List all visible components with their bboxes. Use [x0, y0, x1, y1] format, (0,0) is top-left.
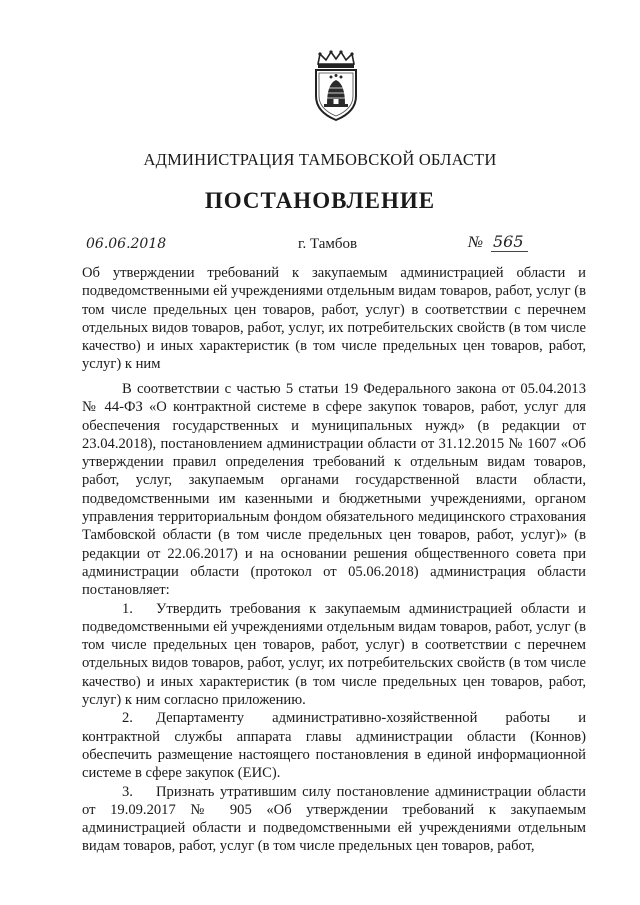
list-item-number: 1.: [122, 600, 133, 617]
list-item: [82, 709, 586, 782]
list-item-text: Признать утратившим силу постановление администрации области от 19.09.2017 № 905 «Об утверждении требований к закупаемым администрацией области и подведомственными ей учреждениями отдельным видам товаров, работ, услуг (в том числе предельных цен товаров, работ,: [82, 783, 586, 855]
list-item-number: 3.: [122, 783, 133, 800]
document-type-title: ПОСТАНОВЛЕНИЕ: [204, 188, 436, 213]
list-item: [82, 783, 586, 856]
coat-of-arms-emblem: [310, 50, 362, 122]
document-subject: Об утверждении требований к закупаемым администрацией области и подведомственными ей учреждениями отдельным видам товаров, работ, услуг (в том числе предельных цен товаров, работ, услуг) в соответствии с перечнем отдельных видов товаров, работ, услуг, их потребительских свойств (в том числе качество) и иных характеристик (в том числе предельных цен товаров, работ, услуг) к ним: [82, 265, 586, 373]
list-item-number: 2.: [122, 710, 133, 727]
document-date: 06.06.2018: [86, 236, 167, 252]
document-number-label: №: [468, 234, 484, 251]
document-meta-row: [0, 232, 640, 260]
list-item: [82, 600, 586, 710]
document-body: [82, 380, 586, 856]
organization-title: АДМИНИСТРАЦИЯ ТАМБОВСКОЙ ОБЛАСТИ: [143, 150, 497, 169]
coat-of-arms-icon: [310, 50, 362, 122]
list-item-text: Департаменту административно-хозяйственной работы и контрактной службы аппарата главы администрации области (Коннов) обеспечить размещение настоящего постановления в единой информационной системе в сфере закупок (ЕИС).: [82, 710, 586, 782]
list-item-text: Утвердить требования к закупаемым администрацией области и подведомственными ей учреждениями отдельным видам товаров, работ, услуг (в том числе предельных цен товаров, работ, услуг) в соответствии с перечнем отдельных видов товаров, работ, услуг, их потребительских свойств (в том числе качество) и иных характеристик (в том числе предельных цен товаров, работ, услуг) к ним согласно приложению.: [82, 600, 586, 709]
preamble-paragraph: В соответствии с частью 5 статьи 19 Федерального закона от 05.04.2013 № 44-ФЗ «О контрактной системе в сфере закупок товаров, работ, услуг для обеспечения государственных и муниципальных нужд» (в редакции от 23.04.2018), постановлением администрации области от 31.12.2015 № 1607 «Об утверждении правил определения требований к отдельным видам товаров, работ, услуг, закупаемым органами государственной власти области, подведомственными им казенными и бюджетными учреждениями, органом управления территориальным фондом обязательного медицинского страхования Тамбовской области (в том числе предельных цен товаров, работ, услуг)» (в редакции от 22.06.2017) и на основании решения общественного совета при администрации области (протокол от 05.06.2018) администрация области постановляет:: [82, 381, 586, 599]
document-number: 565: [491, 232, 528, 252]
document-city: г. Тамбов: [298, 236, 358, 252]
